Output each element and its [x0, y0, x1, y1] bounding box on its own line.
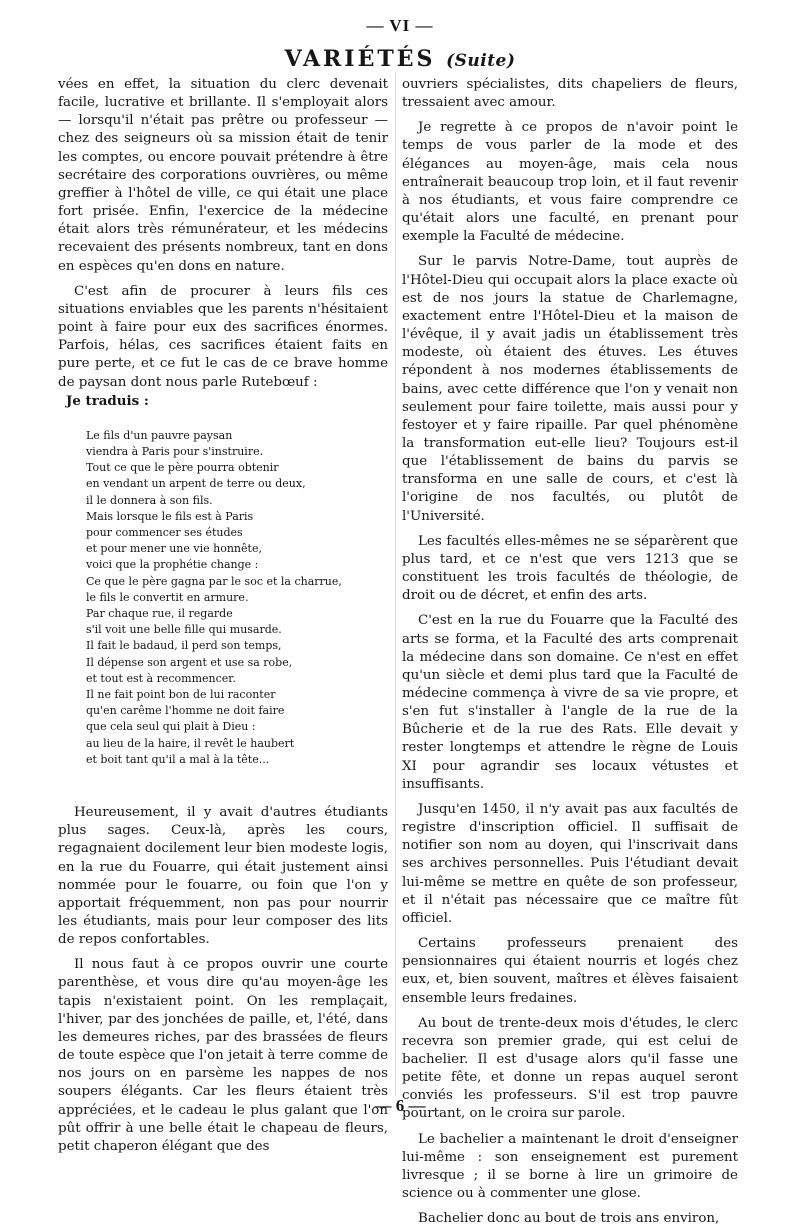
poem-line: Il ne fait point bon de lui raconter	[86, 688, 276, 702]
paragraph: Les facultés elles-mêmes ne se séparèrent que plus tard, et ce n'est que vers 1213 que se constituent les trois facultés de théologie, de droit ou de décret, et enfin des arts.	[402, 533, 738, 604]
translate-heading: Je traduis :	[66, 392, 149, 409]
paragraph: Bachelier donc au bout de trois ans environ,	[418, 1211, 720, 1227]
page-roman-numeral: — VI —	[366, 16, 434, 35]
column-divider	[395, 72, 396, 1096]
paragraph: Heureusement, il y avait d'autres étudiants plus sages. Ceux-là, après les cours, regagnaient docilement leur bien modeste logis, en la rue du Fouarre, qui était justement ainsi nommée pour le fouarre, ou foin que l'on y apportait fréquemment, non pas pour nourrir les étudiants, mais pour leur composer des lits de repos confortables.	[58, 805, 388, 948]
title-suite: (Suite)	[446, 51, 516, 71]
paragraph: Certains professeurs prenaient des pensionnaires qui étaient nourris et logés chez eux, et, bien souvent, maîtres et élèves faisaient ensemble leurs fredaines.	[402, 936, 738, 1006]
poem-line: Le fils d'un pauvre paysan	[86, 428, 233, 442]
paragraph: Jusqu'en 1450, il n'y avait pas aux facultés de registre d'inscription officiel. Il suffisait de notifier son nom au doyen, qui l'inscrivait dans ses archives personnelles. Puis l'étudiant devait lui-même se mettre en quête de son professeur, et il n'était pas nécessaire que ce maître fût officiel.	[402, 801, 738, 926]
poem-line: s'il voit une belle fille qui musarde.	[86, 623, 282, 637]
paragraph: Sur le parvis Notre-Dame, tout auprès de l'Hôtel-Dieu qui occupait alors la place exacte où est de nos jours la statue de Charlemagne, exactement entre l'Hôtel-Dieu et la maison de l'évêque, il y avait jadis un établissement très modeste, où étaient des étuves. Les étuves répondent à nos modernes établissements de bains, avec cette différence que l'on y venait non seulement pour faire toilette, mais aussi pour y festoyer et y faire ripaille. Par quel phénomène la transformation eut-elle lieu? Toujours est-il que l'établissement de bains du parvis se transforma en une salle de cours, et c'est là l'origine de nos facultés, ou plutôt de l'Université.	[402, 254, 738, 524]
poem-line: et boit tant qu'il a mal à la tête...	[86, 752, 270, 766]
poem-line: Ce que le père gagna par le soc et la charrue,	[86, 574, 342, 588]
paragraph: C'est en la rue du Fouarre que la Faculté des arts se forma, et la Faculté des arts comprenait la médecine dans son domaine. Ce n'est en effet qu'un siècle et demi plus tard que la Faculté de médecine commença à vivre de sa vie propre, et s'en fut s'installer à l'angle de la rue de la Bûcherie et de la rue des Rats. Elle devait y rester longtemps et attendre le règne de Louis XI pour agrandir ses locaux vétustes et insuffisants.	[402, 613, 738, 792]
paragraph: Il nous faut à ce propos ouvrir une courte parenthèse, et vous dire qu'au moyen-âge les tapis n'existaient point. On les remplaçait, l'hiver, par des jonchées de paille, et, l'été, dans les demeures riches, par des brassées de fleurs de toute espèce que l'on jetait à terre comme de nos jours on en parsème les nappes de nos soupers élégants. Car les fleurs étaient très appréciées, et le cadeau le plus galant que l'on pût offrir à une belle était le chapeau de fleurs, petit chaperon élégant que des	[58, 957, 388, 1154]
poem-line: le fils le convertit en armure.	[86, 590, 249, 604]
poem-line: Par chaque rue, il regarde	[86, 607, 233, 621]
paragraph: vées en effet, la situation du clerc devenait facile, lucrative et brillante. Il s'employait alors — lorsqu'il n'était pas prêtre ou professeur — chez des seigneurs où sa mission était de tenir les comptes, ou encore pouvait prétendre à être secrétaire des corporations ouvrières, ou même greffier à l'hôtel de ville, ce qui était une place fort prisée. Enfin, l'exercice de la médecine était alors très rémunérateur, et les médecins recevaient des présents nombreux, tant en dons en espèces qu'en dons en nature.	[58, 77, 388, 274]
paragraph: ouvriers spécialistes, dits chapeliers de fleurs, tressaient avec amour.	[402, 77, 738, 111]
page-title	[0, 46, 800, 72]
right-column	[402, 76, 738, 1228]
title-text: VARIÉTÉS	[284, 46, 436, 72]
poem-line: Tout ce que le père pourra obtenir	[86, 461, 279, 475]
paragraph: C'est afin de procurer à leurs fils ces situations enviables que les parents n'hésitaient point à faire pour eux des sacrifices énormes. Parfois, hélas, ces sacrifices étaient faits en pure perte, et ce fut le cas de ce brave homme de paysan dont nous parle Rutebœuf :	[58, 283, 388, 390]
poem-line: et tout est à recommencer.	[86, 671, 236, 685]
poem-line: voici que la prophétie change :	[86, 558, 259, 572]
poem-line: au lieu de la haire, il revêt le haubert	[86, 736, 295, 750]
poem-block	[86, 428, 388, 768]
poem-line: viendra à Paris pour s'instruire.	[86, 445, 264, 459]
page-number: — 6 —	[374, 1096, 426, 1115]
paragraph: Je regrette à ce propos de n'avoir point le temps de vous parler de la mode et des élégances au moyen-âge, mais cela nous entraînerait beaucoup trop loin, et il faut revenir à nos étudiants, et vous faire comprendre ce qu'était alors une faculté, en prenant pour exemple la Faculté de médecine.	[402, 120, 738, 245]
poem-line: en vendant un arpent de terre ou deux,	[86, 477, 306, 491]
poem-line: qu'en carême l'homme ne doit faire	[86, 704, 285, 718]
poem-line: et pour mener une vie honnête,	[86, 542, 262, 556]
paragraph: Au bout de trente-deux mois d'études, le clerc recevra son premier grade, qui est celui de bachelier. Il est d'usage alors qu'il fasse une petite fête, et donne un repas auquel seront conviés les professeurs. S'il est trop pauvre pourtant, on le croira sur parole.	[402, 1015, 738, 1122]
left-column	[58, 76, 388, 1156]
poem-line: Il fait le badaud, il perd son temps,	[86, 639, 282, 653]
poem-line: il le donnera à son fils.	[86, 493, 213, 507]
poem-line: que cela seul qui plait à Dieu :	[86, 720, 256, 734]
poem-line: Il dépense son argent et use sa robe,	[86, 655, 293, 669]
poem-line: pour commencer ses études	[86, 526, 243, 540]
paragraph: Le bachelier a maintenant le droit d'enseigner lui-même : son enseignement est purement livresque ; il se borne à lire un grimoire de science ou à commenter une glose.	[402, 1131, 738, 1202]
poem-line: Mais lorsque le fils est à Paris	[86, 509, 254, 523]
